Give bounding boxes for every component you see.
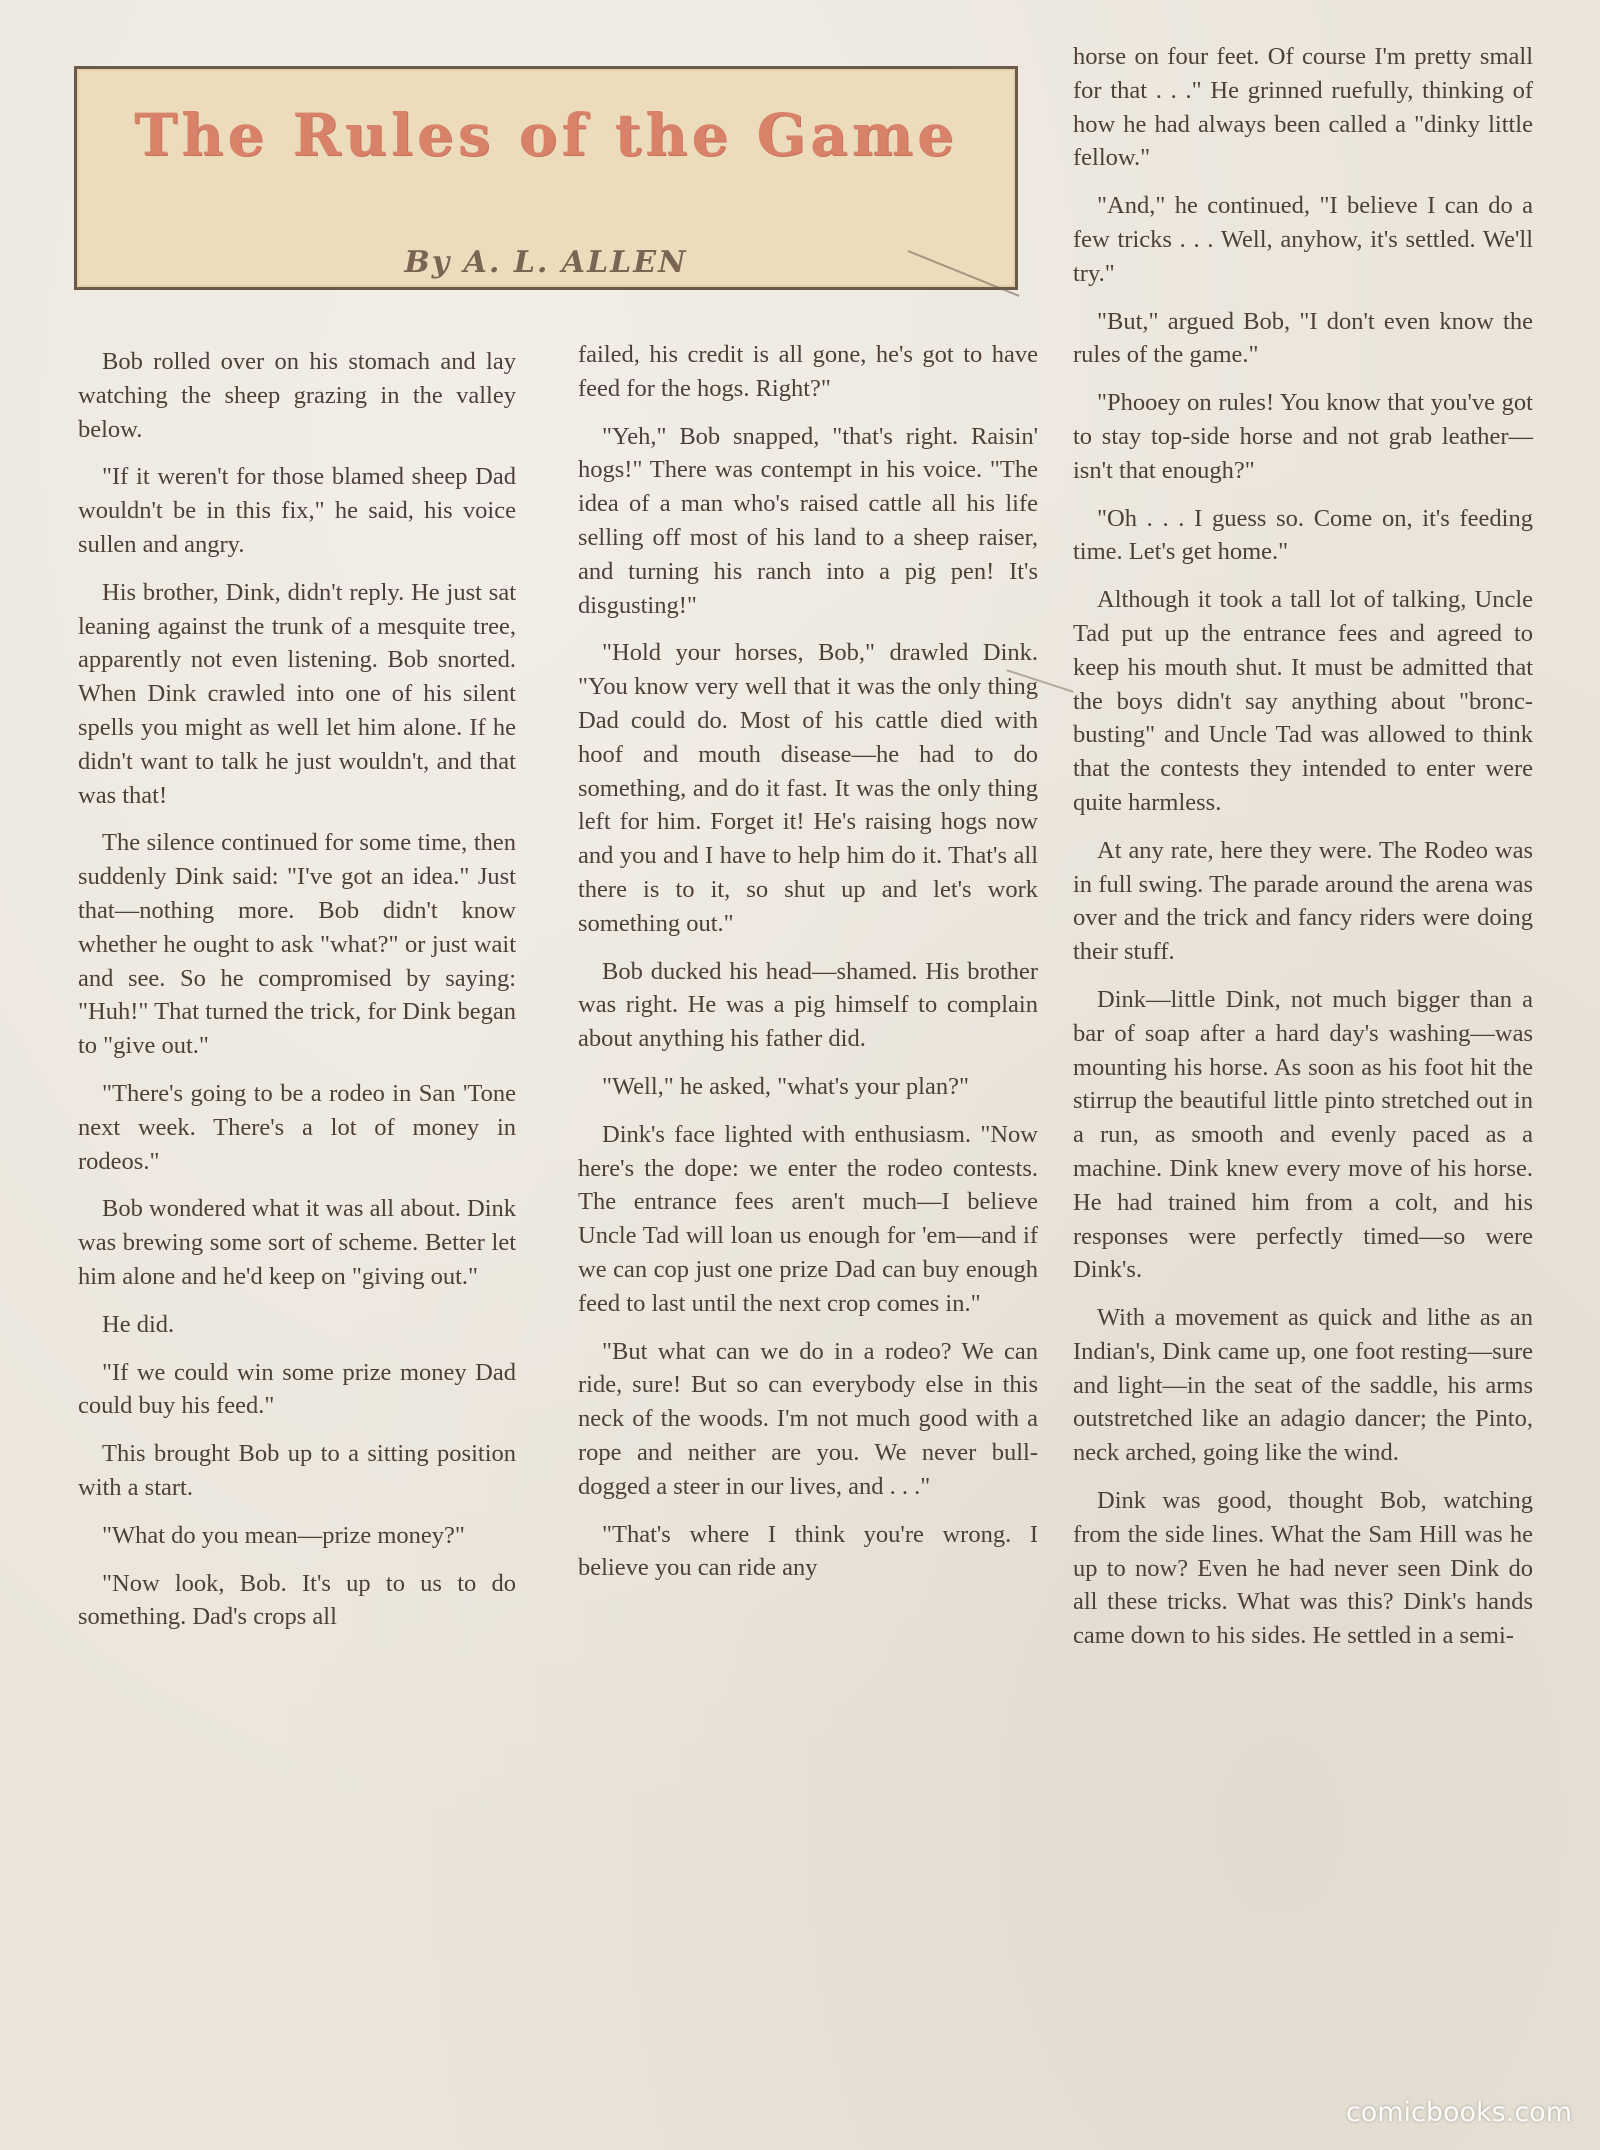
paragraph: Dink's face lighted with enthusiasm. "Now here's the dope: we enter the rodeo contests. The entrance fees aren't much—I believe Uncle Tad will loan us enough for 'em—and if we can cop just one prize Dad can buy enough feed to last until the next crop comes in." — [578, 1120, 1038, 1317]
text-column-2 — [578, 338, 1038, 1599]
byline: By A. L. ALLEN — [404, 245, 688, 280]
paragraph: "There's going to be a rodeo in San 'Tone next week. There's a lot of money in rodeos." — [78, 1079, 516, 1175]
paragraph: His brother, Dink, didn't reply. He just sat leaning against the trunk of a mesquite tree, apparently not even listening. Bob snorted. When Dink crawled into one of his silent spells you might as well let him alone. If he didn't want to talk he just wouldn't, and that was that! — [78, 578, 516, 809]
paragraph: With a movement as quick and lithe as an Indian's, Dink came up, one foot resting—sure and light—in the seat of the saddle, his arms outstretched like an adagio dancer; the Pinto, neck arched, going like the wind. — [1073, 1304, 1533, 1467]
paragraph: Dink—little Dink, not much bigger than a bar of soap after a hard day's washing—was mounting his horse. As soon as his foot hit the stirrup the beautiful little pinto stretched out in a run, as smooth and evenly paced as a machine. Dink knew every move of his horse. He had trained him from a colt, and his responses were perfectly timed—so were Dink's. — [1073, 985, 1533, 1284]
paragraph: The silence continued for some time, then suddenly Dink said: "I've got an idea." Just that—nothing more. Bob didn't know whether he ought to ask "what?" or just wait and see. So he compromised by saying: "Huh!" That turned the trick, for Dink began to "give out." — [78, 829, 516, 1060]
paragraph: Although it took a tall lot of talking, Uncle Tad put up the entrance fees and agreed to keep his mouth shut. It must be admitted that the boys didn't say anything about "bronc-busting" and Uncle Tad was allowed to think that the contests they intended to enter were quite harmless. — [1073, 586, 1533, 816]
paragraph: "Phooey on rules! You know that you've got to stay top-side horse and not grab leather—isn't that enough?" — [1073, 389, 1533, 484]
paragraph: "If it weren't for those blamed sheep Dad wouldn't be in this fix," he said, his voice sullen and angry. — [78, 463, 516, 558]
paragraph: failed, his credit is all gone, he's got to have feed for the hogs. Right?" — [578, 341, 1038, 402]
paragraph: "Oh . . . I guess so. Come on, it's feeding time. Let's get home." — [1073, 504, 1533, 566]
paragraph: "But," argued Bob, "I don't even know the rules of the game." — [1073, 307, 1533, 369]
paragraph: "Hold your horses, Bob," drawled Dink. "You know very well that it was the only thing Dad could do. Most of his cattle died with hoof and mouth disease—he had to do something, and do it fast. It was the only thing left for him. Forget it! He's raising hogs now and you and I have to help him do it. That's all there is to it, so shut up and let's work something out." — [578, 639, 1038, 937]
paragraph: He did. — [102, 1310, 175, 1338]
paragraph: "Now look, Bob. It's up to us to do something. Dad's crops all — [78, 1569, 516, 1631]
paragraph: Bob rolled over on his stomach and lay watching the sheep grazing in the valley below. — [78, 348, 516, 443]
text-column-1 — [78, 345, 516, 1648]
story-title: The Rules of the Game — [134, 101, 958, 169]
site-watermark: comicbooks.com — [1345, 2097, 1572, 2128]
paragraph: "Well," he asked, "what's your plan?" — [602, 1072, 969, 1100]
paragraph: "And," he continued, "I believe I can do a few tricks . . . Well, anyhow, it's settled. We'll try." — [1073, 192, 1533, 287]
paragraph: "But what can we do in a rodeo? We can ride, sure! But so can everybody else in this neck of the woods. I'm not much good with a rope and neither are you. We never bull-dogged a steer in our lives, and . . ." — [578, 1337, 1038, 1500]
paragraph: Bob ducked his head—shamed. His brother was right. He was a pig himself to complain about anything his father did. — [578, 957, 1038, 1053]
paragraph: Bob wondered what it was all about. Dink was brewing some sort of scheme. Better let him alone and he'd keep on "giving out." — [78, 1195, 516, 1290]
paragraph: At any rate, here they were. The Rodeo was in full swing. The parade around the arena was over and the trick and fancy riders were doing their stuff. — [1073, 836, 1533, 966]
paragraph: "That's where I think you're wrong. I believe you can ride any — [578, 1520, 1038, 1582]
paragraph: horse on four feet. Of course I'm pretty small for that . . ." He grinned ruefully, thinking of how he had always been called a "dinky little fellow." — [1073, 43, 1533, 172]
paragraph: "If we could win some prize money Dad could buy his feed." — [78, 1358, 516, 1420]
paragraph: Dink was good, thought Bob, watching from the side lines. What the Sam Hill was he up to now? Even he had never seen Dink do all these tricks. What was this? Dink's hands came down to his sides. He settled in a semi- — [1073, 1487, 1533, 1650]
paragraph: This brought Bob up to a sitting position with a start. — [78, 1440, 516, 1501]
paragraph: "What do you mean—prize money?" — [102, 1521, 465, 1549]
paragraph: "Yeh," Bob snapped, "that's right. Raisin' hogs!" There was contempt in his voice. "The idea of a man who's raised cattle all his life selling off most of his land to a sheep raiser, and turning his ranch into a pig pen! It's disgusting!" — [578, 422, 1038, 619]
text-column-3 — [1073, 40, 1533, 1667]
title-box — [74, 66, 1018, 290]
